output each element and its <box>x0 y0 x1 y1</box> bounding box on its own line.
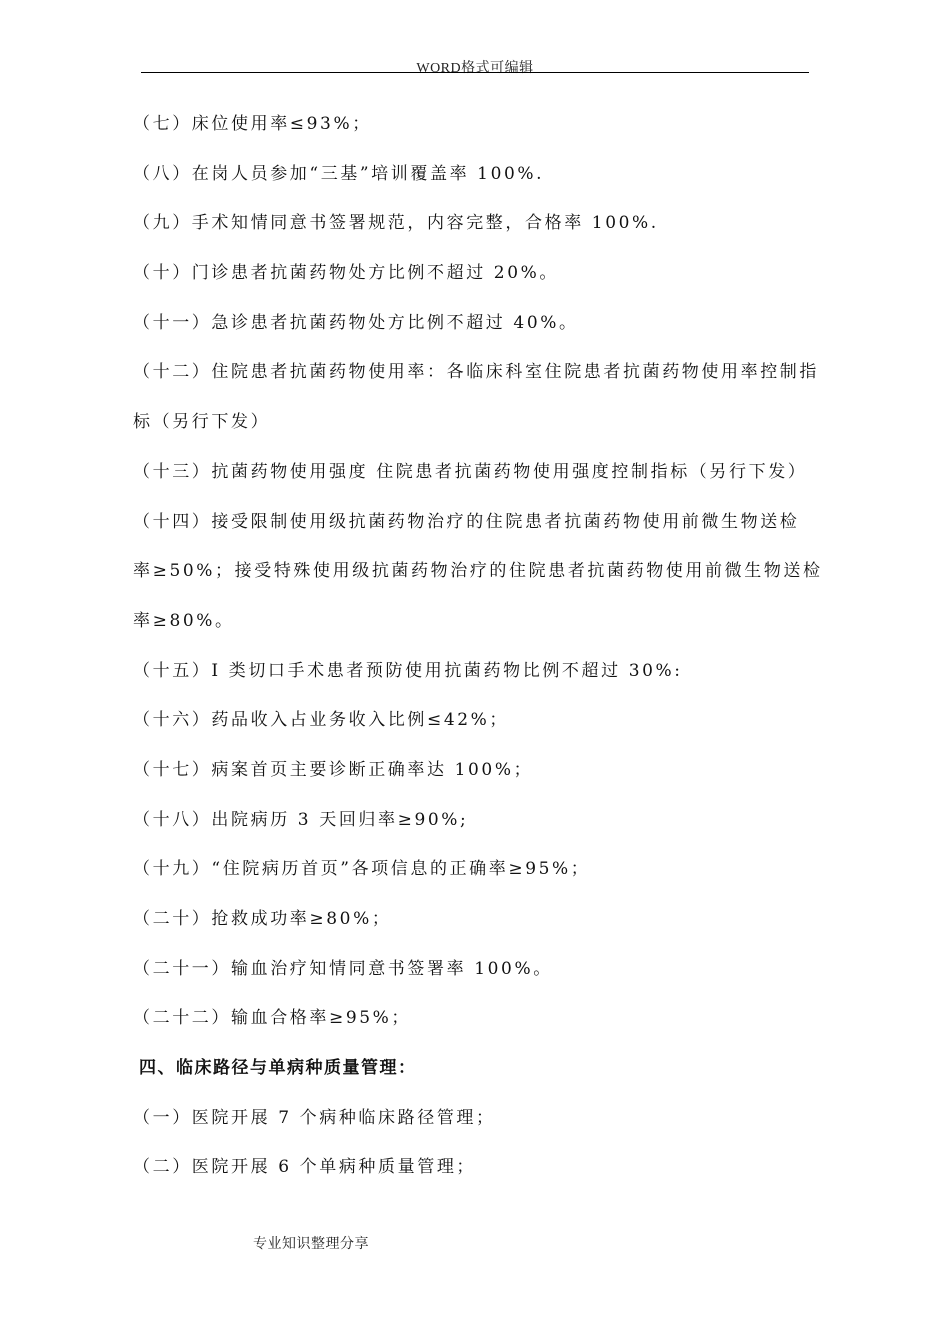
header-rule <box>141 72 809 73</box>
document-body <box>133 108 823 1201</box>
section-heading: 四、临床路径与单病种质量管理： <box>139 1058 417 1079</box>
paragraph-line: （十九）“住院病历首页”各项信息的正确率≥95%； <box>133 859 591 880</box>
paragraph-line: （九）手术知情同意书签署规范，内容完整，合格率 100%. <box>133 213 659 234</box>
paragraph-line-continued: 率≥50%；接受特殊使用级抗菌药物治疗的住院患者抗菌药物使用前微生物送检 <box>133 561 823 582</box>
paragraph-line: （二）医院开展 6 个单病种质量管理； <box>133 1157 477 1178</box>
paragraph-line-continued: 率≥80%。 <box>133 610 235 631</box>
paragraph-line: （八）在岗人员参加“三基”培训覆盖率 100%. <box>133 163 545 184</box>
paragraph-line: （十二）住院患者抗菌药物使用率：各临床科室住院患者抗菌药物使用率控制指 <box>133 362 819 383</box>
paragraph-line: （十七）病案首页主要诊断正确率达 100%； <box>133 759 534 780</box>
paragraph-line: （十四）接受限制使用级抗菌药物治疗的住院患者抗菌药物使用前微生物送检 <box>133 511 800 532</box>
paragraph-line: （二十）抢救成功率≥80%； <box>133 909 392 929</box>
paragraph-line: （十八）出院病历 3 天回归率≥90%; <box>133 809 469 830</box>
paragraph-line-continued: 标（另行下发） <box>133 412 271 433</box>
paragraph-line: （十三）抗菌药物使用强度 住院患者抗菌药物使用强度控制指标（另行下发） <box>133 461 808 482</box>
paragraph-line: （二十二）输血合格率≥95%； <box>133 1008 412 1029</box>
page-header: WORD格式可编辑 <box>416 61 534 76</box>
paragraph-line: （十一）急诊患者抗菌药物处方比例不超过 40%。 <box>133 312 579 333</box>
paragraph-line: （七）床位使用率≤93%； <box>133 114 372 134</box>
paragraph-line: （二十一）输血治疗知情同意书签署率 100%。 <box>133 958 553 979</box>
paragraph-line: （十）门诊患者抗菌药物处方比例不超过 20%。 <box>133 263 559 284</box>
page-footer: 专业知识整理分享 <box>253 1236 369 1252</box>
paragraph-line: （十五）I 类切口手术患者预防使用抗菌药物比例不超过 30%: <box>133 660 683 681</box>
paragraph-line: （十六）药品收入占业务收入比例≤42%； <box>133 710 510 731</box>
paragraph-line: （一）医院开展 7 个病种临床路径管理； <box>133 1107 496 1128</box>
